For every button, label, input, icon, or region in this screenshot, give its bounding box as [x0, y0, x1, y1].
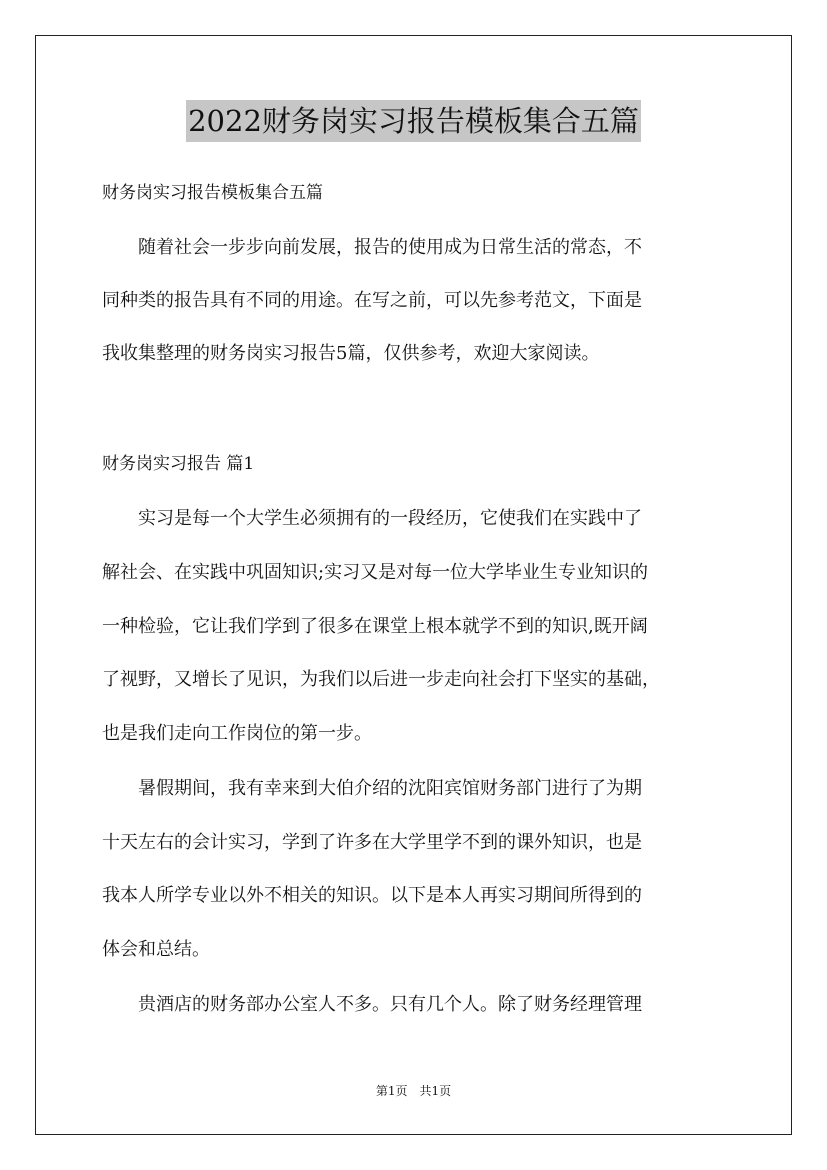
para2-line-3: 我本人所学专业以外不相关的知识。以下是本人再实习期间所得到的: [102, 885, 642, 906]
page-footer: 第1页 共1页: [375, 1084, 452, 1098]
para2-line-1: 暑假期间，我有幸来到大伯介绍的沈阳宾馆财务部门进行了为期: [102, 778, 642, 799]
para1-line-2: 解社会、在实践中巩固知识;实习又是对每一位大学毕业生专业知识的: [102, 562, 649, 583]
para1-line-5: 也是我们走向工作岗位的第一步。: [102, 723, 372, 744]
intro-line-1: 随着社会一步步向前发展，报告的使用成为日常生活的常态，不: [102, 237, 642, 258]
para1-line-3: 一种检验，它让我们学到了很多在课堂上根本就学不到的知识,既开阔: [102, 616, 648, 637]
intro-line-3: 我收集整理的财务岗实习报告5篇，仅供参考，欢迎大家阅读。: [102, 343, 600, 364]
section-heading: 财务岗实习报告 篇1: [102, 454, 255, 474]
para1-line-4: 了视野，又增长了见识，为我们以后进一步走向社会打下坚实的基础，: [102, 669, 660, 690]
intro-line-2: 同种类的报告具有不同的用途。在写之前，可以先参考范文，下面是: [102, 290, 642, 311]
document-subtitle: 财务岗实习报告模板集合五篇: [102, 183, 323, 203]
document-title: 2022财务岗实习报告模板集合五篇: [186, 100, 641, 142]
para3-line-1: 贵酒店的财务部办公室人不多。只有几个人。除了财务经理管理: [102, 994, 642, 1015]
para2-line-2: 十天左右的会计实习，学到了许多在大学里学不到的课外知识，也是: [102, 832, 642, 853]
title-container: [0, 100, 827, 142]
para2-line-4: 体会和总结。: [102, 939, 210, 960]
para1-line-1: 实习是每一个大学生必须拥有的一段经历，它使我们在实践中了: [102, 508, 642, 529]
